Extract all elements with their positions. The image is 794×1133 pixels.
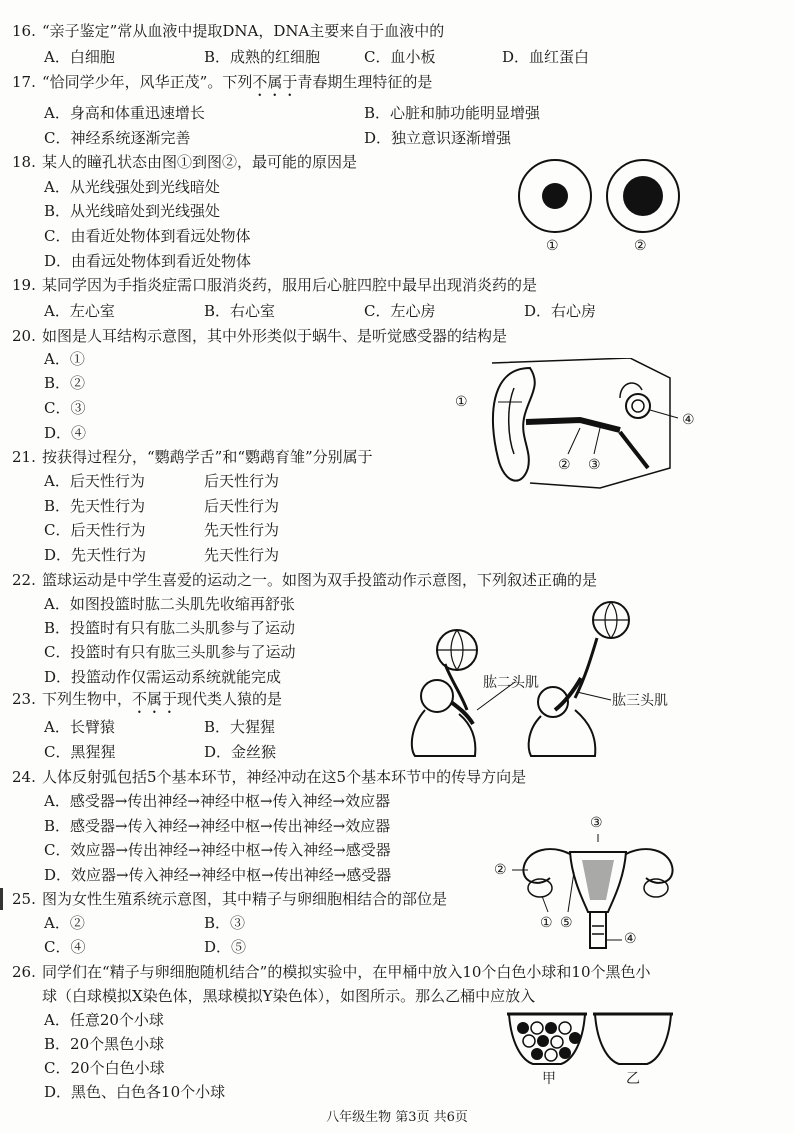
question-number: 20. [12, 327, 36, 345]
option-a: A．左心室 [44, 302, 115, 320]
question-stem-pre: 下列生物中， [42, 690, 133, 708]
option-b: B．从光线暗处到光线强处 [44, 202, 221, 220]
black-ball [569, 1032, 581, 1044]
triceps-pointer [577, 692, 611, 700]
option-d: D．⑤ [204, 938, 247, 956]
pupil-2 [623, 176, 663, 216]
option-b: B．20个黑色小球 [44, 1035, 165, 1053]
question-number: 21. [12, 448, 36, 466]
question-20 [12, 325, 507, 346]
option-c: C．由看近处物体到看远处物体 [44, 227, 251, 245]
option-a: A．后天性行为 [44, 472, 145, 490]
option-b-second: 后天性行为 [204, 497, 280, 515]
white-ball [559, 1022, 571, 1034]
option-a: A．白细胞 [44, 48, 115, 66]
black-ball [559, 1047, 571, 1059]
white-ball [551, 1036, 563, 1048]
triceps-label: 肱三头肌 [612, 693, 668, 709]
player-2-body [529, 710, 596, 756]
white-ball [545, 1049, 557, 1061]
pointer-5 [568, 872, 574, 912]
option-b: B．大猩猩 [204, 718, 276, 736]
player-1-head [421, 680, 453, 712]
reproductive-figure [510, 830, 690, 960]
question-26-continued: 球（白球模拟X染色体，黑球模拟Y染色体），如图所示。那么乙桶中应放入 [42, 987, 536, 1005]
pupil-1 [542, 183, 568, 209]
question-number: 19. [12, 276, 36, 294]
eustachian-tube [620, 432, 648, 468]
question-number: 23. [12, 690, 36, 708]
question-16 [12, 20, 444, 41]
reproductive-label-2: ② [494, 862, 507, 878]
option-b: B．右心室 [204, 302, 276, 320]
option-c-second: 先天性行为 [204, 521, 280, 539]
option-a-second: 后天性行为 [204, 472, 280, 490]
page-edge-mark [0, 888, 3, 910]
option-d: D．④ [44, 424, 87, 442]
black-ball [517, 1022, 529, 1034]
question-stem: 如图是人耳结构示意图，其中外形类似于蜗牛、是听觉感受器的结构是 [42, 327, 508, 345]
white-ball [531, 1022, 543, 1034]
option-c: C．④ [44, 938, 86, 956]
ear-fold [509, 388, 514, 454]
pointer-1 [542, 896, 548, 912]
question-17 [12, 71, 432, 100]
cochlea-inner [632, 400, 644, 412]
cochlea [626, 394, 650, 418]
basketball-figure [405, 598, 705, 758]
option-b: B．心脏和肺功能明显增强 [364, 104, 541, 122]
question-23 [12, 688, 282, 717]
bucket-yi [595, 1014, 671, 1064]
option-b: B．② [44, 374, 86, 392]
question-stem-pre: “恰同学少年，风华正茂”。下列 [42, 73, 253, 91]
question-stem: 篮球运动是中学生喜爱的运动之一。如图为双手投篮动作示意图，下列叙述正确的是 [42, 571, 598, 589]
option-a: A．任意20个小球 [44, 1011, 164, 1029]
reproductive-label-3: ③ [590, 815, 603, 831]
option-d: D．由看远处物体到看近处物体 [44, 252, 252, 270]
option-a: A．从光线强处到光线暗处 [44, 178, 220, 196]
option-c: C．效应器→传出神经→神经中枢→传入神经→感受器 [44, 841, 391, 859]
ear-canal [526, 420, 620, 430]
ear-figure [470, 358, 690, 498]
option-d: D．右心房 [524, 302, 597, 320]
option-a: A．长臂猿 [44, 718, 115, 736]
question-21 [12, 446, 373, 467]
option-b: B．③ [204, 914, 246, 932]
option-d: D．投篮动作仅需运动系统就能完成 [44, 668, 282, 686]
question-18 [12, 151, 357, 172]
question-number: 18. [12, 153, 36, 171]
option-c: C．左心房 [364, 302, 436, 320]
pointer-3 [594, 428, 600, 454]
question-number: 26. [12, 963, 36, 981]
option-d: D．独立意识逐渐增强 [364, 129, 512, 147]
question-25 [12, 888, 447, 909]
vagina [590, 912, 606, 948]
question-number: 17. [12, 73, 36, 91]
pointer-4 [650, 410, 678, 418]
page-footer: 八年级生物 第3页 共6页 [326, 1110, 468, 1125]
option-c: C．血小板 [364, 48, 436, 66]
biceps-shade [451, 702, 473, 724]
player-2-arm [575, 638, 597, 698]
question-stem-post: 现代类人猿的是 [177, 690, 283, 708]
pupil-figure [510, 158, 690, 258]
reproductive-label-4: ④ [624, 931, 637, 947]
option-c: C．20个白色小球 [44, 1059, 165, 1077]
bucket-yi-label: 乙 [626, 1071, 640, 1087]
ear-label-2: ② [558, 457, 571, 473]
option-d: D．血红蛋白 [502, 48, 590, 66]
option-d: D．先天性行为 [44, 546, 147, 564]
question-24 [12, 766, 526, 787]
option-c: C．后天性行为 [44, 521, 146, 539]
buckets-figure [505, 1008, 675, 1068]
option-a: A．① [44, 350, 85, 368]
option-b: B．感受器→传入神经→神经中枢→传出神经→效应器 [44, 817, 391, 835]
ear-label-3: ③ [588, 457, 601, 473]
question-number: 22. [12, 571, 36, 589]
question-number: 24. [12, 768, 36, 786]
option-b: B．投篮时有只有肱二头肌参与了运动 [44, 619, 296, 637]
option-a: A．感受器→传出神经→神经中枢→传入神经→效应器 [44, 792, 391, 810]
right-fallopian-tube [626, 849, 673, 883]
option-c: C．神经系统逐渐完善 [44, 129, 191, 147]
question-22 [12, 569, 597, 590]
pupil-label-2: ② [634, 238, 647, 254]
option-d: D．效应器→传入神经→神经中枢→传出神经→感受器 [44, 866, 392, 884]
option-d: D．金丝猴 [204, 743, 277, 761]
option-c: C．投篮时有只有肱三头肌参与了运动 [44, 643, 296, 661]
bucket-jia-label: 甲 [542, 1071, 556, 1087]
black-ball [537, 1035, 549, 1047]
black-ball [531, 1048, 543, 1060]
pupil-label-1: ① [546, 238, 559, 254]
option-a: A．如图投篮时肱二头肌先收缩再舒张 [44, 595, 295, 613]
question-stem: 人体反射弧包括5个基本环节，神经冲动在这5个基本环节中的传导方向是 [42, 768, 527, 786]
option-b: B．先天性行为 [44, 497, 146, 515]
question-number: 25. [12, 890, 36, 908]
question-stem: 同学们在“精子与卵细胞随机结合”的模拟实验中，在甲桶中放入10个白色小球和10个黑色小 [42, 963, 651, 981]
pointer-2 [568, 428, 580, 454]
question-stem: 按获得过程分，“鹦鹉学舌”和“鹦鹉育雏”分别属于 [42, 448, 373, 466]
option-c: C．③ [44, 399, 86, 417]
option-d: D．黑色、白色各10个小球 [44, 1083, 226, 1101]
uterus-cavity [582, 860, 614, 900]
option-a: A．② [44, 914, 85, 932]
question-26 [12, 961, 651, 982]
white-ball [523, 1035, 535, 1047]
question-stem: 某人的瞳孔状态由图①到图②，最可能的原因是 [42, 153, 358, 171]
question-stem: “亲子鉴定”常从血液中提取DNA，DNA主要来自于血液中的 [42, 22, 445, 40]
question-stem-emphasis: 不属于 [252, 73, 298, 91]
left-fallopian-tube [523, 849, 570, 883]
option-b: B．成熟的红细胞 [204, 48, 321, 66]
reproductive-label-5: ⑤ [560, 915, 573, 931]
option-c: C．黑猩猩 [44, 743, 116, 761]
ear-label-4: ④ [682, 412, 695, 428]
question-stem-emphasis: 不属于 [132, 690, 178, 708]
question-number: 16. [12, 22, 36, 40]
vagina-lines [592, 926, 604, 934]
question-19 [12, 274, 537, 295]
reproductive-label-1: ① [540, 915, 553, 931]
option-a: A．身高和体重迅速增长 [44, 104, 205, 122]
question-stem-post: 青春期生理特征的是 [297, 73, 433, 91]
ear-label-1: ① [455, 394, 468, 410]
question-stem: 某同学因为手指炎症需口服消炎药，服用后心脏四腔中最早出现消炎药的是 [42, 276, 538, 294]
biceps-label: 肱二头肌 [483, 675, 539, 691]
option-d-second: 先天性行为 [204, 546, 280, 564]
question-stem: 图为女性生殖系统示意图，其中精子与卵细胞相结合的部位是 [42, 890, 448, 908]
black-ball [545, 1022, 557, 1034]
